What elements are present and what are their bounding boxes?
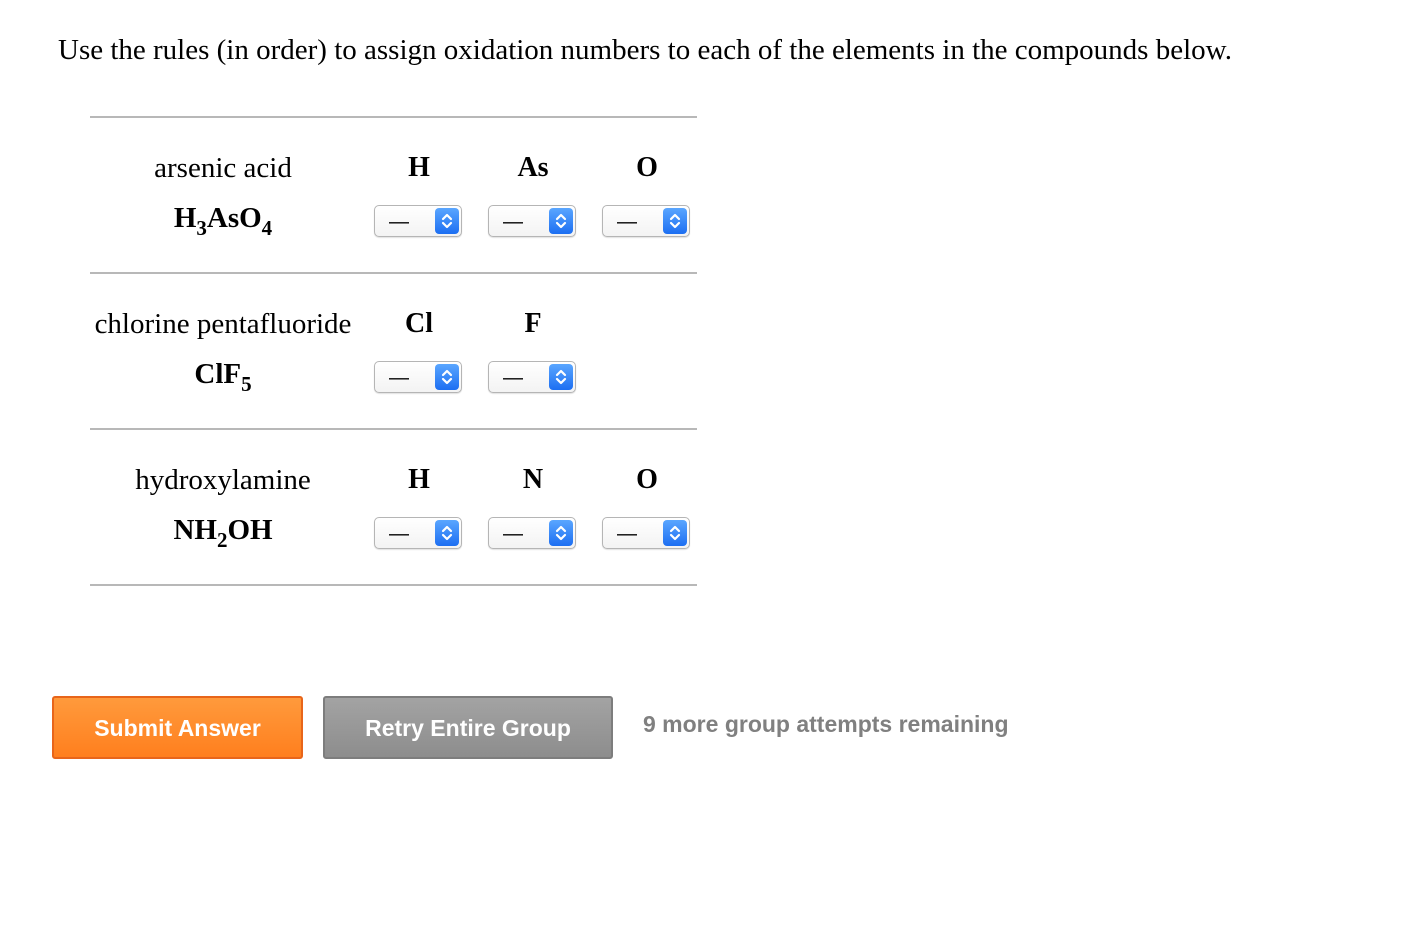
oxidation-select-o[interactable] [602, 205, 690, 237]
select-value: — [617, 211, 637, 233]
retry-entire-group-button[interactable]: Retry Entire Group [323, 696, 613, 759]
compound-name: hydroxylamine [135, 464, 311, 496]
compound-formula [90, 514, 356, 552]
compound-row-arsenic-acid [90, 118, 697, 272]
oxidation-select-f[interactable] [488, 361, 576, 393]
select-value: — [617, 523, 637, 545]
compound-formula [90, 358, 356, 396]
attempts-remaining-text: 9 more group attempts remaining [643, 711, 1009, 737]
formula-subscript: 4 [261, 216, 273, 240]
compound-name: arsenic acid [154, 152, 292, 184]
compound-name: chlorine pentafluoride [94, 308, 352, 340]
select-value: — [389, 367, 409, 389]
oxidation-select-cl[interactable] [374, 361, 462, 393]
updown-chevron-icon [549, 208, 573, 234]
updown-chevron-icon [549, 364, 573, 390]
element-header: As [517, 152, 549, 183]
formula-subscript: 3 [196, 216, 207, 240]
select-value: — [389, 211, 409, 233]
select-value: — [503, 523, 523, 545]
updown-chevron-icon [435, 364, 459, 390]
compound-formula [90, 202, 356, 240]
compound-row-hydroxylamine [90, 430, 697, 584]
element-header: O [636, 152, 658, 183]
oxidation-select-h[interactable] [374, 517, 462, 549]
element-header: N [522, 464, 544, 495]
element-header: H [408, 464, 430, 495]
select-value: — [503, 367, 523, 389]
element-header: O [636, 464, 658, 495]
oxidation-select-n[interactable] [488, 517, 576, 549]
element-header: Cl [405, 308, 433, 339]
updown-chevron-icon [435, 520, 459, 546]
submit-answer-button[interactable]: Submit Answer [52, 696, 303, 759]
updown-chevron-icon [663, 520, 687, 546]
oxidation-select-as[interactable] [488, 205, 576, 237]
formula-part: ClF [194, 358, 242, 390]
formula-part: NH [173, 514, 217, 546]
oxidation-select-h[interactable] [374, 205, 462, 237]
updown-chevron-icon [663, 208, 687, 234]
compound-row-chlorine-pentafluoride [90, 274, 697, 428]
select-value: — [503, 211, 523, 233]
formula-part: H [173, 202, 197, 234]
formula-part: OH [227, 514, 273, 546]
compounds-table [90, 116, 697, 586]
formula-part: AsO [206, 202, 262, 234]
updown-chevron-icon [549, 520, 573, 546]
element-header: F [524, 308, 542, 339]
element-header: H [408, 152, 430, 183]
divider [90, 584, 697, 586]
instructions-text: Use the rules (in order) to assign oxidation numbers to each of the elements in the compounds below. [58, 34, 1232, 66]
formula-subscript: 2 [216, 528, 228, 552]
formula-subscript: 5 [241, 372, 252, 396]
updown-chevron-icon [435, 208, 459, 234]
select-value: — [389, 523, 409, 545]
oxidation-select-o[interactable] [602, 517, 690, 549]
